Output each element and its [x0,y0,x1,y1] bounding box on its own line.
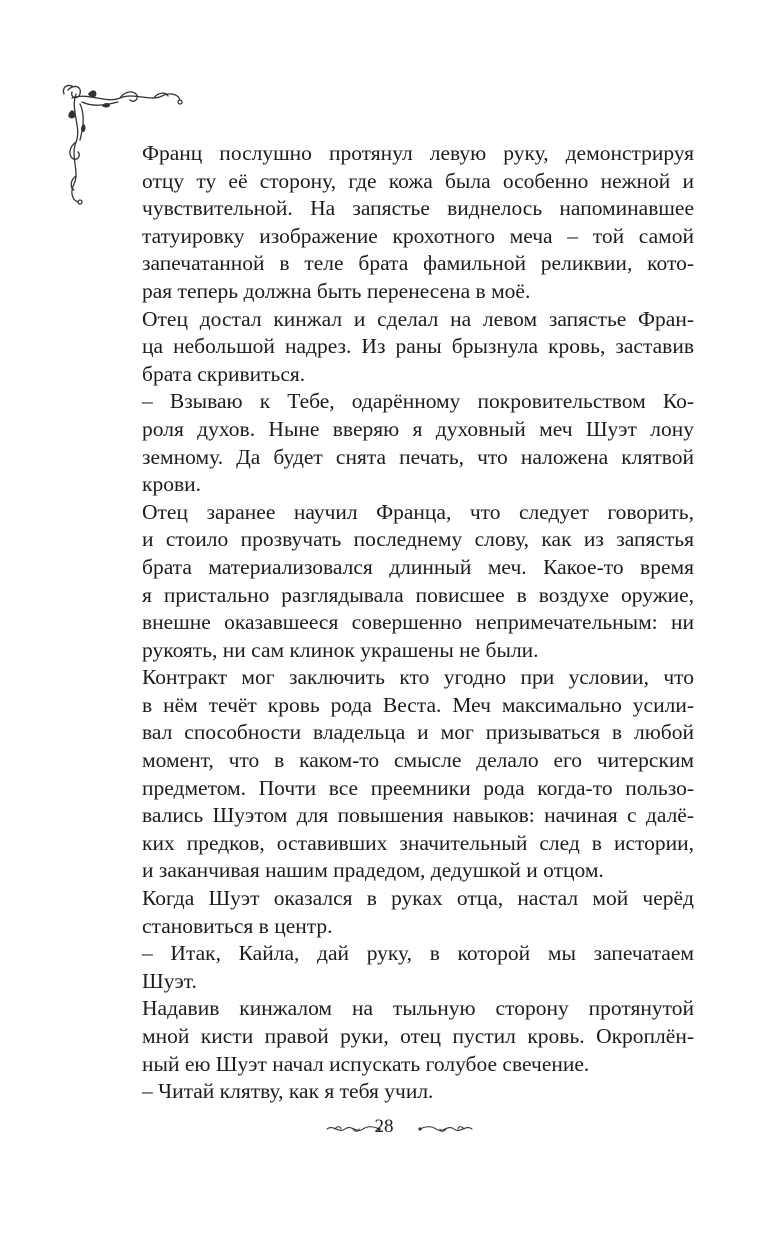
text-line: Шуэт. [142,968,197,993]
text-line: земному. Да будет снята печать, что наложена клятвой [142,444,694,469]
text-line: крови. [142,472,201,497]
text-line: и заканчивая нашим прадедом, дедушкой и отцом. [142,858,604,883]
paragraph [112,306,694,389]
text-line: Контракт мог заключить кто угодно при условии, что [142,665,694,690]
page-number: 28 [374,1116,394,1137]
text-line: отцу ту её сторону, где кожа была особенно нежной и [142,168,694,193]
text-line: вались Шуэтом для повышения навыков: начиная с далё- [142,803,694,828]
text-line: вал способности владельца и мог призываться в любой [142,720,694,745]
text-line: момент, что в каком-то смысле делало его читерским [142,748,694,773]
paragraph [112,995,694,1078]
body-text [112,140,694,1106]
footer-flourish-icon [418,1122,474,1136]
text-line: брата материализовался длинный меч. Какое-то время [142,554,694,579]
text-line: предметом. Почти все преемники рода когда-то пользо- [142,775,694,800]
text-line: и стоило прозвучать последнему слову, как из запястья [142,527,694,552]
text-line: – Читай клятву, как я тебя учил. [142,1079,434,1104]
text-line: я пристально разглядывала повисшее в воздухе оружие, [142,582,694,607]
text-line: запечатанной в теле брата фамильной реликвии, кото- [142,251,694,276]
text-line: Отец достал кинжал и сделал на левом запястье Фран- [142,306,694,331]
paragraph [112,940,694,995]
text-line: – Итак, Кайла, дай руку, в которой мы запечатаем [142,941,694,966]
text-line: в нём течёт кровь рода Веста. Меч максимально усили- [142,692,694,717]
text-line: Франц послушно протянул левую руку, демонстрируя [142,141,694,165]
page-footer [0,1114,768,1144]
text-line: чувствительной. На запястье виднелось напоминавшее [142,196,694,221]
text-line: Надавив кинжалом на тыльную сторону протянутой [142,996,694,1021]
text-line: рая теперь должна быть перенесена в моё. [142,278,531,303]
text-line: мной кисти правой руки, отец пустил кровь. Окроплён- [142,1024,694,1048]
paragraph [112,499,694,665]
paragraph [112,388,694,498]
paragraph [112,140,694,306]
text-line: ный ею Шуэт начал испускать голубое свечение. [142,1051,590,1076]
text-line: татуировку изображение крохотного меча – той самой [142,223,694,248]
text-line: ких предков, оставивших значительный след в истории, [142,830,694,855]
text-line: Когда Шуэт оказался в руках отца, настал мой черёд [142,886,694,911]
text-line: становиться в центр. [142,913,333,938]
text-line: роля духов. Ныне вверяю я духовный меч Шуэт лону [142,416,694,441]
text-line: Отец заранее научил Франца, что следует говорить, [142,499,694,524]
text-line: внешне оказавшееся совершенно непримечательным: ни [142,610,694,635]
paragraph [112,885,694,940]
paragraph [112,664,694,885]
text-line: брата скривиться. [142,361,306,386]
footer-flourish-icon [325,1122,381,1136]
paragraph [112,1078,694,1106]
text-line: ца небольшой надрез. Из раны брызнула кровь, заставив [142,334,694,359]
text-line: – Взываю к Тебе, одарённому покровительством Ко- [142,389,694,414]
text-line: рукоять, ни сам клинок украшены не были. [142,637,539,662]
